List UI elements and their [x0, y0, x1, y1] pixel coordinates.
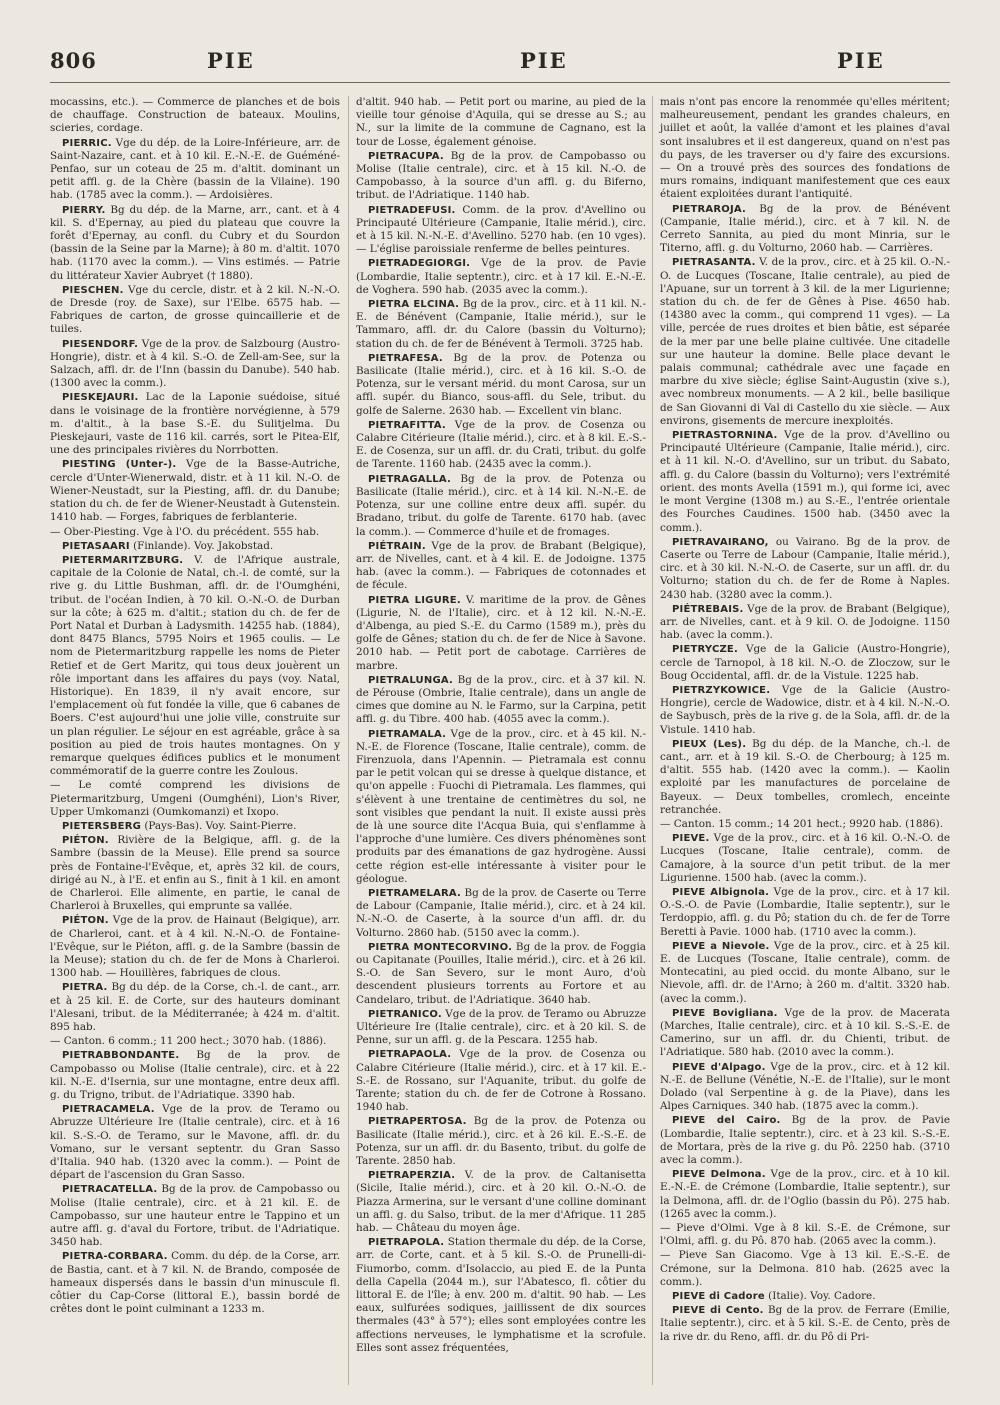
- dictionary-entry: [660, 1249, 950, 1289]
- entry-text: — Canton. 6 comm.; 11 200 hect.; 3070 hab. (1886).: [50, 1035, 327, 1048]
- entry-text: Bg du dép. de la Manche, ch.-l. de cant., arr. et à 19 kil. S.-O. de Cherbourg; à 125 m. d'altit. 555 hab. (1420 avec la comm.). — Kaolin exploité par les manufactures de porcelaine de Bayeux. — Deux tombelles, cromlech, enceinte retranchée.: [660, 737, 950, 816]
- entry-headword: PIEVE.: [672, 833, 710, 845]
- entry-headword: PIETRACAMELA.: [62, 1104, 155, 1116]
- entry-headword: PIETERSBERG: [62, 820, 141, 832]
- entry-text: V. de la prov. de Caltanisetta (Sicile, Italie mérid.), circ. et à 20 kil. O.-N.-O. de Piazza Armerina, sur le versant d'une colline dominant un affl. g. du Salso, tribut. de la mer d'Afrique. 11 285 hab. — Château du moyen âge.: [356, 1169, 646, 1235]
- dictionary-entry: [50, 1035, 340, 1048]
- entry-text: Vge de la prov., circ. et à 10 kil. E.-N.-E. de Crémone (Lombardie, Italie septentr.), sur la Delmona, affl. dr. de l'Oglio (bassin du Pô). 275 hab. (1265 avec la comm.).: [660, 1168, 950, 1220]
- entry-headword: PIEVE di Cadore: [672, 1291, 765, 1303]
- dictionary-entry: [356, 96, 646, 149]
- entry-headword: PIETRAMELARA.: [368, 887, 462, 899]
- dictionary-entry: [356, 674, 646, 727]
- entry-text: d'altit. 940 hab. — Petit port ou marine, au pied de la vieille tour génoise d'Aquila, qui se dresse au S.; au N., sur la limite de la commune de Cagnano, est la tour de Losse, également génoise.: [356, 96, 646, 148]
- text-column-3: [660, 96, 950, 1345]
- entry-text: Vge de la prov. de Pavie (Lombardie, Italie septentr.), circ. et à 17 kil. E.-N.-E. de Voghera. 590 hab. (2035 avec la comm.).: [356, 257, 646, 296]
- entry-headword: PIETRAGALLA.: [368, 473, 451, 485]
- dictionary-entry: [356, 298, 646, 351]
- entry-text: — Pieve San Giacomo. Vge à 13 kil. E.-S.-E. de Crémone, sur la Delmona. 810 hab. (2625 avec la comm.).: [660, 1249, 950, 1288]
- entry-text: Rivière de la Belgique, affl. g. de la Sambre (bassin de la Meuse). Elle prend sa source près de Fontaine-l'Evêque, et, après 32 kil. de cours, dirigé au N., à l'E. et enfin au S., finit à 1 kil. en amont de Charleroi. Elle alimente, en partie, le canal de Charleroi à Bruxelles, qui emprunte sa vallée.: [50, 834, 340, 913]
- dictionary-entry: [356, 1169, 646, 1235]
- entry-text: Vge de la prov. de Teramo ou Abruzze Ultérieure Ire (Italie centrale), circ. et à 16 kil. S.-S.-O. de Teramo, sur le Mavone, affl. dr. du Vomano, sur le versant septentr. du Gran Sasso d'Italia. 940 hab. (1320 avec la comm.). — Point de départ de l'ascension du Gran Sasso.: [50, 1103, 340, 1182]
- entry-text: Bg de la prov. de Campobasso ou Molise (Italie centrale), circ. et à 15 kil. N.-O. de Campobasso, à la source d'un affl. g. du Biferno, tribut. de l'Adriatique. 1140 hab.: [356, 149, 646, 202]
- entry-text: Vge de la prov. de Brabant (Belgique), arr. de Nivelles, cant. et à 4 kil. E. de Jodoigne. 1375 hab. (avec la comm.). — Fabriques de cotonnades et de fécule.: [356, 539, 646, 592]
- entry-text: Vge de la prov. de Hainaut (Belgique), arr. de Charleroi, cant. et à 4 kil. N.-N.-O. de Fontaine-l'Evêque, sur le Piéton, affl. g. de la Sambre (bassin de la Meuse); station du ch. de fer de Mons à Charleroi. 1300 hab. — Houillères, fabriques de clous.: [50, 914, 340, 980]
- entry-text: — Canton. 15 comm.; 14 201 hect.; 9920 hab. (1886).: [660, 817, 944, 830]
- dictionary-entry: [660, 886, 950, 939]
- entry-text: Vge de la prov. de Cosenza ou Calabre Citérieure (Italie mérid.), circ. et à 8 kil. E.-S.-E. de Cosenza, sur un affl. dr. du Crati, tribut. du golfe de Tarente. 1160 hab. (2435 avec la comm.).: [356, 418, 646, 471]
- entry-headword: PIERRY.: [62, 204, 106, 216]
- dictionary-entry: [660, 818, 950, 831]
- entry-headword: PIETRZYKOWICE.: [672, 684, 771, 696]
- entry-text: Vge de la Basse-Autriche, cercle d'Unter-Wienerwald, distr. et à 11 kil. N.-O. de Wiener-Neustadt, sur la Piesting, affl. dr. du Danube; station du ch. de fer de Wiener-Neustadt à Gutenstein. 1410 hab. — Forges, fabriques de ferblanterie.: [50, 458, 341, 524]
- entry-text: Vge de la prov., circ. et à 16 kil. O.-N.-O. de Lucques (Toscane, Italie centrale), comm. de Camajore, à la source d'un petit tribut. de la mer Ligurienne. 1500 hab. (avec la comm.).: [660, 832, 950, 884]
- entry-text: V. maritime de la prov. de Gênes (Ligurie, N. de l'Italie), circ. et à 12 kil. N.-N.-E. d'Albenga, au pied S.-E. du Carmo (1589 m.), près du golfe de Gênes; station du ch. de fer de Nice à Savone. 2010 hab. — Petit port de cabotage. Carrières de marbre.: [356, 593, 646, 672]
- dictionary-entry: [356, 887, 646, 940]
- dictionary-entry: [50, 338, 340, 391]
- entry-headword: PIETRACUPA.: [368, 150, 444, 162]
- dictionary-entry: [356, 1008, 646, 1048]
- dictionary-entry: [50, 914, 340, 980]
- entry-text: Vge de la prov. de Macerata (Marches, Italie centrale), circ. et à 10 kil. S.-S.-E. de Camerino, sur un affl. dr. du Chienti, tribut. de l'Adriatique. 580 hab. (2010 avec la comm.).: [660, 1006, 950, 1059]
- dictionary-entry: [356, 204, 646, 257]
- entry-text: V. de la prov., circ. et à 25 kil. O.-N.-O. de Lucques (Toscane, Italie centrale), au pied de l'Apuane, sur un torrent à 3 kil. de la mer Ligurienne; station du ch. de fer de Gênes à Pise. 4650 hab. (14380 avec la comm., qui comprend 11 vges). — La ville, percée de rues droites et bien bâtie, est séparée de la mer par une belle plaine cultivée. Une citadelle sur une hauteur la domine. Belle place devant le palais communal; cathédrale avec une façade en marbre du xive siècle; église Saint-Augustin (xive s.), avec nombreux monuments. — A 2 kil., belle basilique de San Giovanni di Val di Castello du xie siècle. — Aux environs, gisements de mercure inexploités.: [660, 256, 950, 427]
- entry-headword: PIETRAPERZIA.: [368, 1170, 456, 1182]
- dictionary-entry: [356, 150, 646, 203]
- entry-text: Bg du dép. de la Corse, ch.-l. de cant., arr. et à 25 kil. E. de Corte, sur des hauteurs dominant l'Alesani, tribut. de la Méditerranée; à 424 m. d'altit. 895 hab.: [50, 981, 340, 1034]
- entry-headword: PIÉTON.: [62, 835, 109, 847]
- entry-headword: PIETRA.: [62, 982, 108, 994]
- dictionary-entry: [660, 1007, 950, 1060]
- entry-text: Bg de la prov. de Campobasso ou Molise (Italie centrale), circ. et à 22 kil. N.-E. d'Isernia, sur une montagne, entre deux affl. g. du Trigno, tribut. de l'Adriatique. 3390 hab.: [50, 1049, 340, 1102]
- entry-text: — Ober-Piesting. Vge à l'O. du précédent. 555 hab.: [50, 525, 320, 538]
- entry-text: Bg de la prov. de Foggia ou Capitanate (Pouilles, Italie mérid.), circ. et à 26 kil. S.-O. de San Severo, sur le mont Auro, d'où descendent plusieurs torrents au Fortore et au Candelaro, tribut. de l'Adriatique. 3640 hab.: [356, 940, 647, 1006]
- entry-headword: PIETRACATELLA.: [62, 1184, 158, 1196]
- dictionary-entry: [660, 1222, 950, 1248]
- dictionary-entry: [50, 137, 340, 203]
- entry-text: — Pieve d'Olmi. Vge à 8 kil. S.-E. de Crémone, sur l'Olmi, affl. g. du Pô. 870 hab. (2065 avec la comm.).: [660, 1222, 950, 1248]
- dictionary-entry: [50, 1049, 340, 1102]
- entry-headword: PIETERMARITZBURG.: [62, 554, 184, 566]
- entry-headword: PIETRA LIGURE.: [368, 594, 461, 606]
- entry-headword: PIETRAFESA.: [368, 352, 443, 364]
- entry-headword: PIETRADEGIORGI.: [368, 258, 471, 270]
- entry-headword: PIETRAMALA.: [368, 728, 447, 740]
- entry-headword: PIETRA ELCINA.: [368, 299, 460, 311]
- dictionary-entry: [356, 1115, 646, 1168]
- running-headword-center: PIE: [520, 48, 568, 73]
- dictionary-entry: [50, 779, 340, 819]
- entry-headword: PIETRAPOLA.: [368, 1237, 445, 1249]
- entry-text: Comm. du dép. de la Corse, arr. de Bastia, cant. et à 7 kil. N. de Brando, composée de hameaux dispersés dans le bassin d'un minuscule fl. côtier du Cap-Corse (littoral E.), bassin bordé de crêtes dont le point culminant a 1233 m.: [50, 1250, 340, 1316]
- dictionary-entry: [660, 1114, 950, 1167]
- entry-text: Vge du dép. de la Loire-Inférieure, arr. de Saint-Nazaire, cant. et à 10 kil. E.-N.-E. de Guéméné-Penfao, sur un coteau de 25 m. d'altit. dominant un petit affl. g. de la Chère (bassin de la Vilaine). 190 hab. (1785 avec la comm.). — Ardoisières.: [50, 136, 340, 202]
- entry-headword: PIETRAFITTA.: [368, 419, 446, 431]
- entry-text: mais n'ont pas encore la renommée qu'elles méritent; malheureusement, pendant les grandes chaleurs, en juillet et août, la vallée d'amont et les plaines d'aval sont insalubres et il est dangereux, quand on n'est pas du pays, de les traverser ou d'y faire des excursions. — On a trouvé près des sources des fondations de murs romains, indiquant manifestement que ces eaux étaient exploitées durant l'antiquité.: [660, 96, 950, 201]
- entry-headword: PIÉTON.: [62, 915, 109, 927]
- entry-text: Bg de la prov. de Potenza ou Basilicate (Italie mérid.), circ. et à 26 kil. E.-S.-E. de Potenza, sur un affl. dr. du Basento, tribut. du golfe de Tarente. 2850 hab.: [356, 1115, 646, 1168]
- entry-headword: PIETRASTORNINA.: [672, 430, 778, 442]
- dictionary-entry: [50, 96, 340, 136]
- entry-headword: PIETRAVAIRANO,: [672, 536, 769, 548]
- entry-text: Vge de la prov. de Cosenza ou Calabre Citérieure (Italie mérid.), circ. et à 17 kil. E.-S.-E. de Rossano, sur l'Aquanite, tribut. du golfe de Tarente; station du ch. de fer de Cotrone à Rossano. 1940 hab.: [356, 1048, 646, 1114]
- entry-text: Bg de la prov. de Campobasso ou Molise (Italie centrale), circ. et à 21 kil. E. de Campobasso, sur une hauteur entre le Tappino et un autre affl. g. d'aval du Fortore, tribut. de l'Adriatique. 3450 hab.: [50, 1183, 340, 1249]
- entry-headword: PIETRYCZE.: [672, 644, 738, 656]
- dictionary-entry: [50, 526, 340, 539]
- dictionary-entry: [660, 1168, 950, 1221]
- dictionary-entry: [660, 643, 950, 683]
- dictionary-entry: [660, 1061, 950, 1114]
- entry-text: Bg de la prov. de Caserte ou Terre de Labour (Campanie, Italie mérid.), circ. et à 24 kil. N.-N.-O. de Caserte, à la source d'un affl. dr. du Volturno. 2860 hab. (5150 avec la comm.).: [356, 886, 646, 939]
- dictionary-entry: [50, 540, 340, 553]
- entry-headword: PIEVE a Nievole.: [672, 940, 770, 952]
- entry-headword: PIESENDORF.: [62, 338, 139, 350]
- entry-text: Bg de la prov., circ. et à 11 kil. N.-E. de Bénévent (Campanie, Italie mérid.), sur le Tammaro, affl. dr. du Calore (bassin du Volturno); station du ch. de fer de Bénévent à Termoli. 3725 hab.: [356, 298, 646, 350]
- dictionary-entry: [50, 204, 340, 283]
- dictionary-entry: [660, 256, 950, 428]
- dictionary-entry: [50, 391, 340, 457]
- dictionary-entry: [356, 352, 646, 418]
- entry-headword: PIÉTREBAIS.: [672, 603, 744, 615]
- dictionary-entry: [356, 1048, 646, 1114]
- entry-text: ou Vairano. Bg de la prov. de Caserte ou Terre de Labour (Campanie, Italie mérid.), circ. et à 30 kil. N.-N.-O. de Caserte, sur un affl. dr. du Volturno; station du ch. de fer de Rome à Naples. 2430 hab. (3280 avec la comm.).: [660, 535, 950, 601]
- entry-text: Vge de la prov. d'Avellino ou Principauté Ultérieure (Campanie, Italie mérid.), circ. et à 11 kil. N.-O. d'Avellino, sur un tribut. du Sabato, affl. g. du Calore (bassin du Volturno); vers l'extrémité orient. des monts Avella (1591 m.), qui forme ici, avec le mont Vergine (1308 m.) au S.-E., l'entrée orientale des Fourches Caudines. 1500 hab. (3450 avec la comm.).: [660, 429, 950, 534]
- page-number: 806: [50, 48, 97, 73]
- dictionary-entry: [660, 536, 950, 602]
- entry-text: Comm. de la prov. d'Avellino ou Principauté Ultérieure (Campanie, Italie mérid.), circ. et à 15 kil. N.-N.-E. d'Avellino. 5270 hab. (en 10 vges). — L'église paroissiale renferme de belles peintures.: [356, 203, 646, 256]
- dictionary-entry: [50, 1183, 340, 1249]
- entry-text: Lac de la Laponie suédoise, situé dans le voisinage de la frontière norvégienne, à 579 m. d'altit., à la base S.-E. du Sulitjelma. Du Pieskejauri, vaste de 116 kil. carrés, sort le Pitea-Elf, une des principales rivières du Norrbotten.: [50, 391, 340, 457]
- entry-headword: PIESTING (Unter-).: [62, 459, 177, 471]
- entry-text: Vge de la prov., circ. et à 45 kil. N.-N.-E. de Florence (Toscane, Italie centrale), comm. de Firenzuola, dans l'Apennin. — Pietramala est connu par le petit volcan qui se dresse à quelque distance, et qu'on appelle : Fuochi di Pietramala. Les flammes, qui s'élèvent à une trentaine de centimètres du sol, ne sont visibles que pendant la nuit. Il existe aussi près de là une source dite l'Acqua Buia, qui s'enflamme à l'approche d'une lumière. Ces divers phénomènes sont produits par des émanations de gaz hydrogène. Aussi cette région est-elle intéressante à visiter pour le géologue.: [356, 727, 646, 885]
- entry-headword: PIEVE Delmona.: [672, 1169, 766, 1181]
- dictionary-entry: [50, 1103, 340, 1182]
- running-headword-right: PIE: [837, 48, 885, 73]
- entry-text: (Pays-Bas). Voy. Saint-Pierre.: [144, 819, 297, 832]
- dictionary-entry: [660, 738, 950, 817]
- dictionary-entry: [50, 834, 340, 913]
- dictionary-entry: [660, 429, 950, 535]
- entry-text: Station thermale du dép. de la Corse, arr. de Corte, cant. et à 5 kil. S.-O. de Prunelli-di-Fiumorbo, comm. d'Isolaccio, au pied E. de la Punta della Capella (2044 m.), sur l'Abatesco, fl. côtier du littoral E. de l'île; à env. 200 m. d'altit. 90 hab. — Les eaux, sulfurées sodiques, jaillissent de dix sources thermales (43° à 57°); elles sont employées contre les affections nerveuses, le lymphatisme et la scrofule. Elles sont assez fréquentées,: [356, 1236, 646, 1354]
- dictionary-entry: [356, 941, 646, 1007]
- entry-text: Vge de la Galicie (Austro-Hongrie), cercle de Wadowice, distr. et à 4 kil. N.-N.-O. de Saybusch, près de la rive g. de la Sola, affl. dr. de la Vistule. 1410 hab.: [660, 683, 950, 736]
- entry-headword: PIEVE d'Alpago.: [672, 1061, 766, 1073]
- entry-text: (Italie). Voy. Cadore.: [768, 1290, 876, 1303]
- entry-headword: PIETRAPERTOSA.: [368, 1116, 467, 1128]
- entry-text: (Finlande). Voy. Jakobstad.: [133, 539, 274, 552]
- dictionary-entry: [356, 473, 646, 539]
- text-column-2: [356, 96, 646, 1356]
- entry-text: Vge de la prov., circ. et à 17 kil. O.-S.-O. de Pavie (Lombardie, Italie septentr.), sur le Terdoppio, affl. g. du Pô; station du ch. de fer de Torre Beretti à Pavie. 1000 hab. (1710 avec la comm.).: [660, 885, 950, 938]
- entry-headword: PIETRASANTA.: [672, 257, 756, 269]
- entry-headword: PIETRA-CORBARA.: [62, 1251, 168, 1263]
- entry-headword: PIEVE Bovigliana.: [672, 1007, 778, 1019]
- entry-headword: PIETRAPAOLA.: [368, 1049, 452, 1061]
- dictionary-entry: [50, 1250, 340, 1316]
- entry-headword: PIETRABBONDANTE.: [62, 1050, 180, 1062]
- entry-text: Bg de la prov. de Ferrare (Emilie, Italie septentr.), circ. et à 5 kil. S.-E. de Cento, près de la rive dr. du Reno, affl. dr. du Pô di Pri-: [660, 1304, 950, 1343]
- running-headword-left: PIE: [207, 48, 255, 73]
- column-divider: [348, 96, 349, 1385]
- dictionary-entry: [356, 594, 646, 673]
- page-header: [50, 46, 950, 83]
- entry-text: Bg du dép. de la Marne, arr., cant. et à 4 kil. S. d'Epernay, au pied du plateau que couvre la forêt d'Epernay, au confl. du Cubry et du Sourdon (bassin de la Seine par la Marne); à 80 m. d'altit. 1070 hab. (1170 avec la comm.). — Vins estimés. — Patrie du littérateur Xavier Aubryet († 1880).: [50, 203, 340, 282]
- dictionary-entry: [356, 728, 646, 886]
- dictionary-entry: [356, 1236, 646, 1355]
- entry-text: Vge de la prov. de Salzbourg (Austro-Hongrie), distr. et à 4 kil. S.-O. de Zell-am-See, sur la Salzach, affl. dr. de l'Inn (bassin du Danube). 540 hab. (1300 avec la comm.).: [50, 337, 340, 390]
- entry-text: Vge du cercle, distr. et à 2 kil. N.-N.-O. de Dresde (roy. de Saxe), sur l'Elbe. 6575 hab. — Fabriques de carton, de grosse quincaillerie et de tuiles.: [50, 283, 341, 336]
- dictionary-entry: [356, 257, 646, 297]
- entry-headword: PIETRAROJA.: [672, 203, 746, 215]
- entry-text: V. de l'Afrique australe, capitale de la Colonie de Natal, ch.-l. de comté, sur la rive g. du Little Bushman, affl. dr. de l'Oumghéni, tribut. de l'océan Indien, à 70 kil. O.-N.-O. de Durban sur la côte; à 625 m. d'altit.; station du ch. de fer de Port Natal et Durban à Ladysmith. 14255 hab. (1884), dont 8475 Blancs, 5795 Noirs et 1965 coulis. — Le nom de Pietermaritzburg rappelle les noms de Pieter Retief et de Gert Maritz, qui tous deux jouèrent un rôle important dans les affaires du pays (voy. Natal, Historique). En 1839, il n'y avait encore, sur l'emplacement où fut fondée la ville, que 6 cabanes de Boers. C'est aujourd'hui une jolie ville, construite sur un plan régulier. Le séjour en est agréable, grâce à sa position au pied de trois hautes montagnes. On y remarque quelques édifices publics et le monument commémoratif de la guerre contre les Zoulous.: [50, 553, 340, 778]
- dictionary-entry: [660, 603, 950, 643]
- entry-headword: PIEVE del Cairo.: [672, 1115, 781, 1127]
- column-divider: [652, 96, 653, 1385]
- entry-headword: PIEUX (Les).: [672, 738, 747, 750]
- entry-text: Vge de la prov. de Brabant (Belgique), arr. de Nivelles, cant. et à 9 kil. O. de Jodoigne. 1150 hab. (avec la comm.).: [660, 602, 950, 642]
- entry-text: Bg de la prov. de Potenza ou Basilicate (Italie mérid.), circ. et à 16 kil. S.-O. de Potenza, sur le versant mérid. du mont Carosa, sur un affl. supér. du Bianco, sous-affl. du Sele, tribut. du golfe de Salerne. 2630 hab. — Excellent vin blanc.: [356, 351, 646, 417]
- dictionary-entry: [660, 1290, 950, 1303]
- entry-text: mocassins, etc.). — Commerce de planches et de bois de chauffage. Construction de bateaux. Moulins, scieries, cordage.: [50, 96, 340, 135]
- entry-text: Vge de la prov., circ. et à 12 kil. N.-E. de Bellune (Vénétie, N.-E. de l'Italie), sur le mont Dolado (val Serpentine à g. de la Piave), dans les Alpes Carniques. 340 hab. (1875 avec la comm.).: [660, 1060, 950, 1113]
- entry-text: Vge de la Galicie (Austro-Hongrie), cercle de Tarnopol, à 18 kil. N.-O. de Zloczow, sur le Boug Occidental, affl. dr. de la Vistule. 1225 hab.: [660, 643, 950, 682]
- entry-headword: PIERRIC.: [62, 137, 112, 149]
- dictionary-entry: [50, 554, 340, 778]
- entry-text: Vge de la prov., circ. et à 25 kil. E. de Lucques (Toscane, Italie centrale), comm. de Montecatini, au pied occid. du monte Albano, sur le Nievole, affl. dr. de l'Arno; à 260 m. d'altit. 3320 hab. (avec la comm.).: [660, 939, 950, 1005]
- entry-headword: PIETRADEFUSI.: [368, 204, 456, 216]
- entry-headword: PIETRA MONTECORVINO.: [368, 941, 513, 953]
- dictionary-entry: [660, 1304, 950, 1344]
- entry-headword: PIEVE Albignola.: [672, 886, 770, 898]
- dictionary-entry: [660, 684, 950, 737]
- entry-headword: PIETRANICO.: [368, 1008, 442, 1020]
- entry-text: Vge de la prov. de Teramo ou Abruzze Ultérieure Ire (Italie centrale), circ. et à 20 kil. S. de Penne, sur un affl. g. de la Pescara. 1255 hab.: [356, 1007, 646, 1047]
- dictionary-entry: [50, 284, 340, 337]
- dictionary-entry: [660, 203, 950, 256]
- dictionary-entry: [50, 458, 340, 524]
- entry-text: Bg de la prov. de Pavie (Lombardie, Italie septentr.), circ. et à 23 kil. S.-S.-E. de Mortara, près de la rive g. du Pô. 2250 hab. (3710 avec la comm.).: [660, 1114, 950, 1167]
- entry-headword: PIETRALUNGA.: [368, 674, 453, 686]
- entry-headword: PIEVE di Cento.: [672, 1305, 764, 1317]
- dictionary-entry: [356, 419, 646, 472]
- entry-text: — Le comté comprend les divisions de Pietermaritzburg, Umgeni (Oumghéni), Lion's River, Upper Umkomanzi (Oumkomanzi) et Ixopo.: [50, 779, 340, 818]
- entry-text: Bg de la prov. de Bénévent (Campanie, Italie mérid.), circ. et à 7 kil. N. de Cerreto Sannita, au pied du mont Minria, sur le Titerno, affl. g. du Volturno, 2060 hab. — Carrières.: [660, 202, 950, 255]
- dictionary-entry: [356, 540, 646, 593]
- entry-text: Bg de la prov. de Potenza ou Basilicate (Italie mérid.), circ. et à 14 kil. N.-N.-E. de Potenza, sur une colline entre deux affl. supér. du Bradano, tribut. du golfe de Tarente. 6170 hab. (avec la comm.). — Commerce d'huile et de fromages.: [356, 472, 646, 538]
- dictionary-entry: [660, 96, 950, 202]
- entry-headword: PIESKEJAURI.: [62, 392, 139, 404]
- entry-headword: PIESCHEN.: [62, 284, 124, 296]
- dictionary-entry: [660, 940, 950, 1006]
- text-column-1: [50, 96, 340, 1317]
- dictionary-entry: [50, 981, 340, 1034]
- dictionary-entry: [50, 820, 340, 833]
- dictionary-entry: [660, 832, 950, 885]
- entry-text: Bg de la prov., circ. et à 37 kil. N. de Pérouse (Ombrie, Italie centrale), dans un angle de cimes que domine au N. le Farmo, sur la Carpina, petit affl. g. du Tibre. 400 hab. (4055 avec la comm.).: [356, 673, 646, 726]
- entry-headword: PIETASAARI: [62, 540, 130, 552]
- entry-headword: PIÉTRAIN.: [368, 540, 426, 552]
